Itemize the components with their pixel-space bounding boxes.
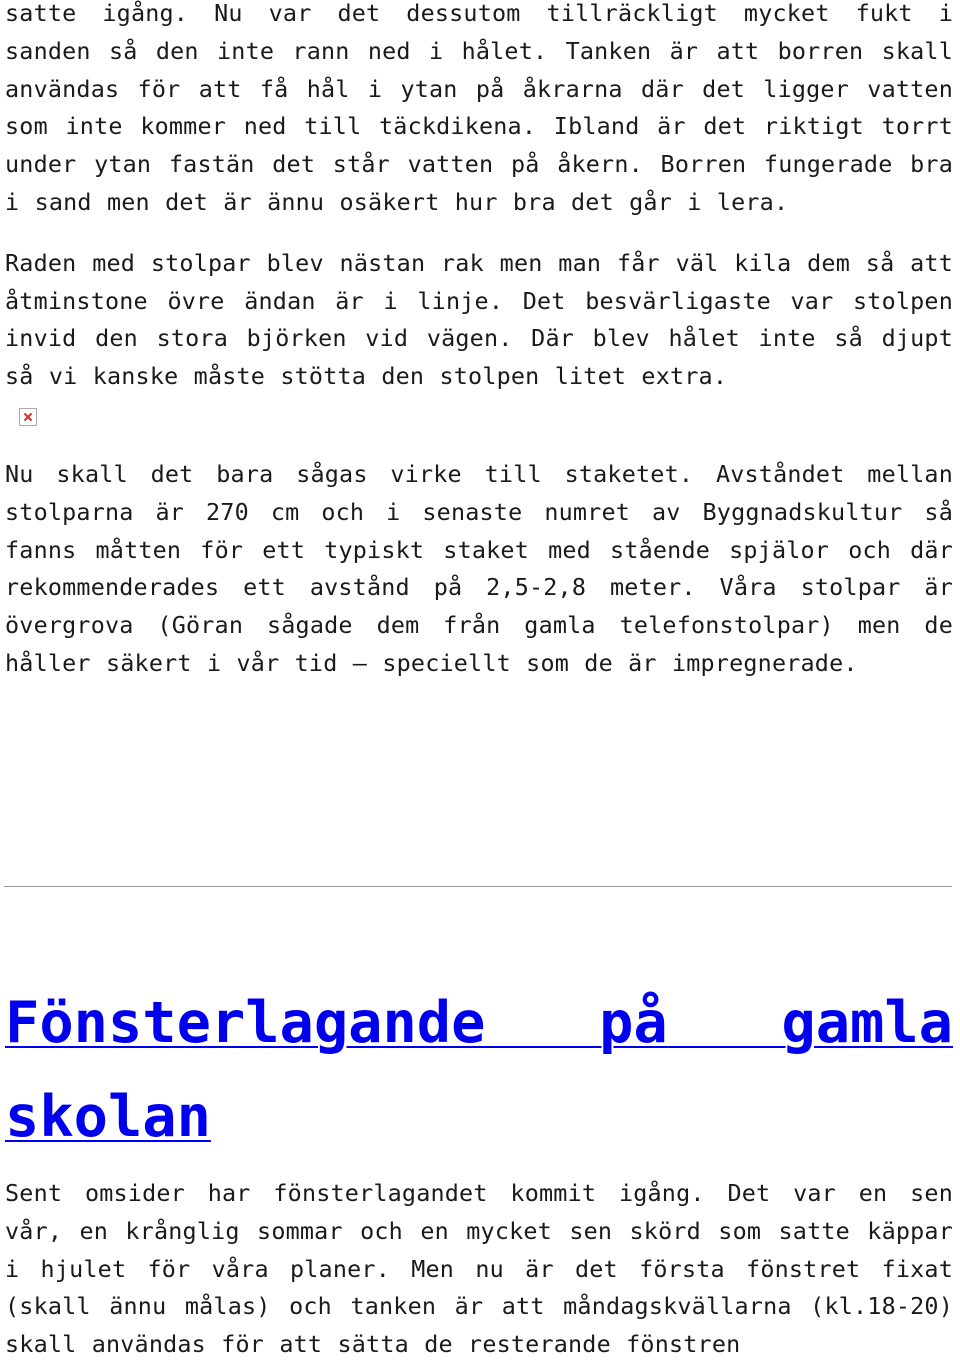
next-post-title-link[interactable]: Fönsterlagande på gamla skolan (5, 990, 953, 1150)
article-paragraph-3: Nu skall det bara sågas virke till staketet. Avståndet mellan stolparna är 270 cm och i senaste numret av Byggnadskultur så fanns måtten för ett typiskt staket med stående spjälor och där rekommenderades ett avstånd på 2,5-2,8 meter. Våra stolpar är övergrova (Göran sågade dem från gamla telefonstolpar) men de håller säkert i vår tid – speciellt som de är impregnerade. (5, 459, 953, 677)
post-divider (4, 886, 952, 887)
article-paragraph-2: Raden med stolpar blev nästan rak men man får väl kila dem så att åtminstone övre ändan är i linje. Det besvärligaste var stolpen invid den stora björken vid vägen. Där blev hålet inte så djupt så vi kanske måste stötta den stolpen litet extra. (5, 248, 953, 391)
next-post-title (5, 976, 953, 1164)
article-paragraph-1: satte igång. Nu var det dessutom tillräckligt mycket fukt i sanden så den inte rann ned i hålet. Tanken är att borren skall användas för att få hål i ytan på åkrarna där det ligger vatten som inte kommer ned till täckdikena. Ibland är det riktigt torrt under ytan fastän det står vatten på åkern. Borren fungerade bra i sand men det är ännu osäkert hur bra det går i lera. (5, 0, 953, 216)
next-post-body (5, 1175, 953, 1364)
broken-image-icon (19, 408, 37, 426)
article-continued (5, 0, 953, 683)
next-post-paragraph-1: Sent omsider har fönsterlagandet kommit igång. Det var en sen vår, en krånglig sommar och en mycket sen skörd som satte käppar i hjulet för våra planer. Men nu är det första fönstret fixat (skall ännu målas) och tanken är att måndagskvällarna (kl.18-20) skall användas för att sätta de resterande fönstren (5, 1179, 953, 1359)
